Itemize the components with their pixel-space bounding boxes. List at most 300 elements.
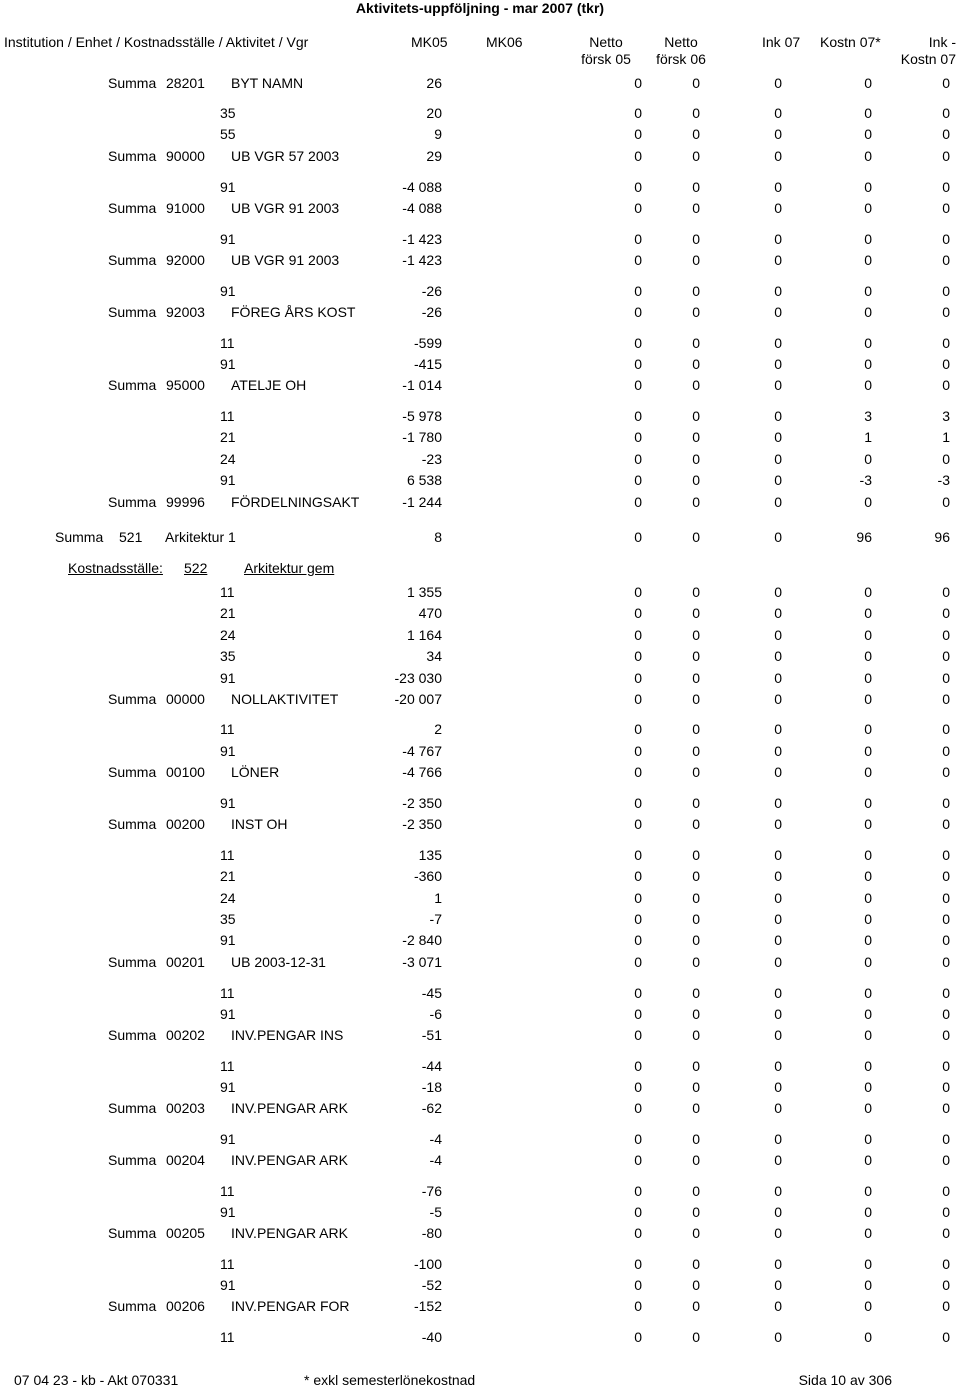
ink-kostn-07-value: 0 [942,494,950,510]
activity-name: INV.PENGAR ARK [231,1152,348,1168]
mk05-value: 34 [426,648,442,664]
mk05-value: -45 [421,985,442,1001]
summa-label: Summa [108,954,157,970]
table-row [0,1004,960,1024]
netto-05-value: 0 [634,408,642,424]
mk05-value: -62 [421,1100,442,1116]
vgr-code: 11 [220,335,235,351]
ink-07-value: 0 [774,847,782,863]
kostn-07-value: 0 [864,890,872,906]
ink-kostn-07-value: 0 [942,847,950,863]
kostn-07-value: 0 [864,126,872,142]
kostn-07-value: 0 [864,1100,872,1116]
summary-row [0,689,960,709]
header-netto-06-line1: Netto [664,34,698,50]
kostn-07-value: 0 [864,795,872,811]
mk05-value: 29 [426,148,442,164]
header-netto-06-line2: försk 06 [656,51,706,67]
netto-06-value: 0 [692,283,700,299]
mk05-value: -415 [413,356,442,372]
activity-code: 00000 [166,691,205,707]
netto-05-value: 0 [634,377,642,393]
vgr-code: 11 [220,1256,235,1272]
netto-05-value: 0 [634,1204,642,1220]
group-summary-row [0,527,960,547]
netto-05-value: 0 [634,764,642,780]
summa-label: Summa [108,148,157,164]
kostn-07-value: 0 [864,200,872,216]
netto-05-value: 0 [634,1256,642,1272]
mk05-value: -360 [413,868,442,884]
kostn-07-value: 0 [864,494,872,510]
activity-name: UB VGR 91 2003 [231,252,340,268]
table-row [0,866,960,886]
summary-row [0,302,960,322]
netto-06-value: 0 [692,847,700,863]
vgr-code: 11 [220,985,235,1001]
activity-code: 90000 [166,148,205,164]
activity-name: UB VGR 91 2003 [231,200,340,216]
ink-07-value: 0 [774,721,782,737]
kostn-07-value: 0 [864,304,872,320]
ink-kostn-07-value: 0 [942,283,950,299]
netto-05-value: 0 [634,648,642,664]
netto-06-value: 0 [692,1256,700,1272]
mk05-value: -1 244 [402,494,442,510]
vgr-code: 11 [220,584,235,600]
netto-06-value: 0 [692,304,700,320]
kostn-07-value: 0 [864,721,872,737]
summary-row [0,198,960,218]
ink-07-value: 0 [774,868,782,884]
ink-kostn-07-value: 0 [942,451,950,467]
netto-05-value: 0 [634,126,642,142]
table-row [0,582,960,602]
mk05-value: 1 164 [406,627,442,643]
kostn-07-value: 0 [864,847,872,863]
cost-center-header [0,558,960,578]
ink-07-value: 0 [774,1329,782,1345]
activity-name: INV.PENGAR FOR [231,1298,350,1314]
table-row [0,1129,960,1149]
activity-name: INV.PENGAR INS [231,1027,344,1043]
netto-06-value: 0 [692,1006,700,1022]
ink-kostn-07-value: 0 [942,795,950,811]
table-row [0,354,960,374]
ink-07-value: 0 [774,179,782,195]
ink-07-value: 0 [774,816,782,832]
ink-07-value: 0 [774,1152,782,1168]
mk05-value: -4 766 [402,764,442,780]
summary-row [0,73,960,93]
table-row [0,281,960,301]
netto-06-value: 0 [692,356,700,372]
ink-07-value: 0 [774,1058,782,1074]
summa-label: Summa [108,252,157,268]
ink-kostn-07-value: 0 [942,1079,950,1095]
netto-05-value: 0 [634,179,642,195]
mk05-value: -599 [413,335,442,351]
activity-name: UB VGR 57 2003 [231,148,340,164]
netto-06-value: 0 [692,584,700,600]
ink-kostn-07-value: 0 [942,126,950,142]
header-kostn-07: Kostn 07* [820,34,881,50]
netto-06-value: 0 [692,126,700,142]
footer-note: * exkl semesterlönekostnad [304,1372,476,1388]
vgr-code: 35 [220,105,236,121]
netto-06-value: 0 [692,985,700,1001]
vgr-code: 11 [220,1329,235,1345]
kostn-07-value: 0 [864,377,872,393]
table-row [0,603,960,623]
netto-05-value: 0 [634,932,642,948]
ink-07-value: 0 [774,429,782,445]
activity-code: 99996 [166,494,205,510]
ink-07-value: 0 [774,691,782,707]
netto-05-value: 0 [634,451,642,467]
ink-kostn-07-value: 0 [942,1131,950,1147]
vgr-code: 11 [220,1058,235,1074]
activity-name: INV.PENGAR ARK [231,1100,348,1116]
table-row [0,406,960,426]
mk05-value: -4 088 [402,179,442,195]
netto-06-value: 0 [692,816,700,832]
netto-06-value: 0 [692,627,700,643]
ink-07-value: 0 [774,954,782,970]
mk05-value: -44 [421,1058,442,1074]
table-row [0,719,960,739]
kostn-07-value: 0 [864,1298,872,1314]
activity-code: 92003 [166,304,205,320]
netto-06-value: 0 [692,691,700,707]
vgr-code: 21 [220,605,236,621]
ink-kostn-07-value: 0 [942,1058,950,1074]
summary-row [0,250,960,270]
kostn-07-value: 0 [864,743,872,759]
table-row [0,983,960,1003]
header-mk05: MK05 [411,34,448,50]
kostn-07-value: 1 [864,429,872,445]
mk05-value: -100 [413,1256,442,1272]
netto-06-value: 0 [692,721,700,737]
ink-07-value: 0 [774,1298,782,1314]
summa-label: Summa [108,1225,157,1241]
netto-05-value: 0 [634,356,642,372]
mk05-value: -4 767 [402,743,442,759]
activity-code: 95000 [166,377,205,393]
ink-kostn-07-value: 0 [942,691,950,707]
netto-06-value: 0 [692,605,700,621]
vgr-code: 24 [220,451,236,467]
netto-05-value: 0 [634,954,642,970]
kostn-07-value: 0 [864,584,872,600]
table-row [0,1254,960,1274]
header-mk06: MK06 [486,34,523,50]
summa-label: Summa [108,1298,157,1314]
netto-06-value: 0 [692,890,700,906]
mk05-value: -2 350 [402,795,442,811]
netto-06-value: 0 [692,200,700,216]
ink-kostn-07-value: 0 [942,1183,950,1199]
ink-07-value: 0 [774,408,782,424]
header-path: Institution / Enhet / Kostnadsställe / Aktivitet / Vgr [4,34,309,50]
kostn-07-value: 0 [864,105,872,121]
summary-row [0,1098,960,1118]
kostn-07-value: -3 [859,472,872,488]
vgr-code: 91 [220,356,236,372]
activity-name: UB 2003-12-31 [231,954,326,970]
vgr-code: 11 [220,847,235,863]
cost-center-code: 522 [184,560,208,576]
ink-kostn-07-value: 0 [942,985,950,1001]
mk05-value: -23 [421,451,442,467]
table-row [0,668,960,688]
mk05-value: -5 [429,1204,442,1220]
netto-06-value: 0 [692,377,700,393]
activity-name: BYT NAMN [231,75,304,91]
ink-kostn-07-value: 0 [942,764,950,780]
kostn-07-value: 0 [864,451,872,467]
summa-label: Summa [108,816,157,832]
activity-code: 00100 [166,764,205,780]
netto-06-value: 0 [692,252,700,268]
ink-07-value: 0 [774,670,782,686]
netto-05-value: 0 [634,605,642,621]
summa-label: Summa [108,1027,157,1043]
activity-name: ATELJE OH [231,377,307,393]
kostn-07-value: 96 [856,529,872,545]
cost-center-name: Arkitektur gem [244,560,335,576]
table-row [0,333,960,353]
kostn-07-value: 3 [864,408,872,424]
ink-kostn-07-value: 0 [942,1277,950,1293]
kostn-07-value: 0 [864,1225,872,1241]
kostn-07-value: 0 [864,252,872,268]
mk05-value: -4 [429,1152,442,1168]
kostn-07-value: 0 [864,627,872,643]
ink-kostn-07-value: 0 [942,1225,950,1241]
mk05-value: -3 071 [402,954,442,970]
netto-05-value: 0 [634,1131,642,1147]
kostn-07-value: 0 [864,648,872,664]
summary-row [0,814,960,834]
header-netto-05-line2: försk 05 [581,51,631,67]
vgr-code: 91 [220,1079,236,1095]
ink-07-value: 0 [774,648,782,664]
kostn-07-value: 0 [864,985,872,1001]
netto-05-value: 0 [634,200,642,216]
table-row [0,103,960,123]
netto-05-value: 0 [634,1079,642,1095]
ink-kostn-07-value: 0 [942,335,950,351]
kostn-07-value: 0 [864,335,872,351]
netto-05-value: 0 [634,795,642,811]
netto-06-value: 0 [692,795,700,811]
ink-07-value: 0 [774,795,782,811]
ink-kostn-07-value: 0 [942,252,950,268]
ink-kostn-07-value: 0 [942,605,950,621]
vgr-code: 91 [220,231,236,247]
mk05-value: -1 014 [402,377,442,393]
ink-kostn-07-value: 0 [942,179,950,195]
netto-05-value: 0 [634,283,642,299]
ink-07-value: 0 [774,1277,782,1293]
vgr-code: 35 [220,911,236,927]
table-row [0,930,960,950]
ink-07-value: 0 [774,584,782,600]
netto-06-value: 0 [692,1100,700,1116]
ink-kostn-07-value: 0 [942,304,950,320]
ink-07-value: 0 [774,148,782,164]
mk05-value: 6 538 [406,472,442,488]
mk05-value: 135 [418,847,442,863]
netto-06-value: 0 [692,451,700,467]
header-ink-07: Ink 07 [762,34,801,50]
ink-kostn-07-value: 0 [942,743,950,759]
activity-code: 00200 [166,816,205,832]
netto-06-value: 0 [692,1225,700,1241]
mk05-value: -26 [421,283,442,299]
summary-row [0,1150,960,1170]
mk05-value: -4 [429,1131,442,1147]
mk05-value: 20 [426,105,442,121]
netto-06-value: 0 [692,764,700,780]
summa-label: Summa [108,200,157,216]
kostn-07-value: 0 [864,764,872,780]
summa-label: Summa [108,75,157,91]
mk05-value: -20 007 [394,691,442,707]
vgr-code: 91 [220,932,236,948]
kostn-07-value: 0 [864,816,872,832]
summary-row [0,1296,960,1316]
mk05-value: -4 088 [402,200,442,216]
activity-code: 521 [119,529,143,545]
ink-kostn-07-value: 0 [942,868,950,884]
kostn-07-value: 0 [864,356,872,372]
vgr-code: 91 [220,670,236,686]
netto-06-value: 0 [692,529,700,545]
ink-07-value: 0 [774,105,782,121]
summa-label: Summa [108,1152,157,1168]
report-title: Aktivitets-uppföljning - mar 2007 (tkr) [355,0,605,16]
netto-06-value: 0 [692,335,700,351]
netto-06-value: 0 [692,670,700,686]
ink-kostn-07-value: 0 [942,932,950,948]
vgr-code: 91 [220,743,236,759]
netto-05-value: 0 [634,1277,642,1293]
mk05-value: -23 030 [394,670,442,686]
vgr-code: 24 [220,890,236,906]
table-row [0,1327,960,1347]
ink-07-value: 0 [774,1100,782,1116]
summary-row [0,1223,960,1243]
ink-07-value: 0 [774,1131,782,1147]
ink-kostn-07-value: 0 [942,1100,950,1116]
netto-05-value: 0 [634,743,642,759]
ink-07-value: 0 [774,283,782,299]
mk05-value: 8 [434,529,442,545]
activity-name: Arkitektur 1 [165,529,236,545]
mk05-value: -2 840 [402,932,442,948]
table-row [0,449,960,469]
header-netto-05-line1: Netto [589,34,623,50]
ink-07-value: 0 [774,911,782,927]
table-row [0,229,960,249]
mk05-value: 1 355 [406,584,442,600]
ink-07-value: 0 [774,200,782,216]
ink-07-value: 0 [774,1183,782,1199]
netto-05-value: 0 [634,429,642,445]
summa-label: Summa [108,691,157,707]
vgr-code: 91 [220,795,236,811]
ink-07-value: 0 [774,1027,782,1043]
ink-kostn-07-value: 0 [942,627,950,643]
summa-label: Summa [108,1100,157,1116]
activity-name: INST OH [231,816,288,832]
activity-code: 00204 [166,1152,205,1168]
table-row [0,1202,960,1222]
ink-07-value: 0 [774,304,782,320]
summa-label: Summa [108,377,157,393]
header-ink-kostn-line1: Ink - [928,34,956,50]
ink-kostn-07-value: 0 [942,356,950,372]
ink-07-value: 0 [774,932,782,948]
netto-05-value: 0 [634,231,642,247]
netto-06-value: 0 [692,179,700,195]
kostn-07-value: 0 [864,1204,872,1220]
kostn-07-value: 0 [864,1006,872,1022]
ink-kostn-07-value: 0 [942,584,950,600]
netto-06-value: 0 [692,1058,700,1074]
table-row [0,845,960,865]
summa-label: Summa [108,494,157,510]
ink-07-value: 0 [774,890,782,906]
netto-05-value: 0 [634,148,642,164]
mk05-value: 470 [418,605,442,621]
table-row [0,124,960,144]
netto-06-value: 0 [692,472,700,488]
ink-07-value: 0 [774,529,782,545]
vgr-code: 91 [220,179,236,195]
mk05-value: -1 780 [402,429,442,445]
netto-06-value: 0 [692,1152,700,1168]
table-row [0,888,960,908]
netto-06-value: 0 [692,1079,700,1095]
ink-kostn-07-value: 0 [942,377,950,393]
vgr-code: 91 [220,283,236,299]
vgr-code: 11 [220,408,235,424]
ink-07-value: 0 [774,1256,782,1272]
netto-05-value: 0 [634,890,642,906]
netto-05-value: 0 [634,1225,642,1241]
netto-06-value: 0 [692,1298,700,1314]
netto-05-value: 0 [634,1058,642,1074]
kostn-07-value: 0 [864,1027,872,1043]
summa-label: Summa [108,304,157,320]
netto-06-value: 0 [692,932,700,948]
netto-05-value: 0 [634,1183,642,1199]
netto-06-value: 0 [692,911,700,927]
summary-row [0,375,960,395]
summary-row [0,952,960,972]
activity-code: 00202 [166,1027,205,1043]
ink-kostn-07-value: 1 [942,429,950,445]
ink-07-value: 0 [774,494,782,510]
activity-name: INV.PENGAR ARK [231,1225,348,1241]
kostn-07-value: 0 [864,1152,872,1168]
vgr-code: 11 [220,721,235,737]
activity-code: 00206 [166,1298,205,1314]
